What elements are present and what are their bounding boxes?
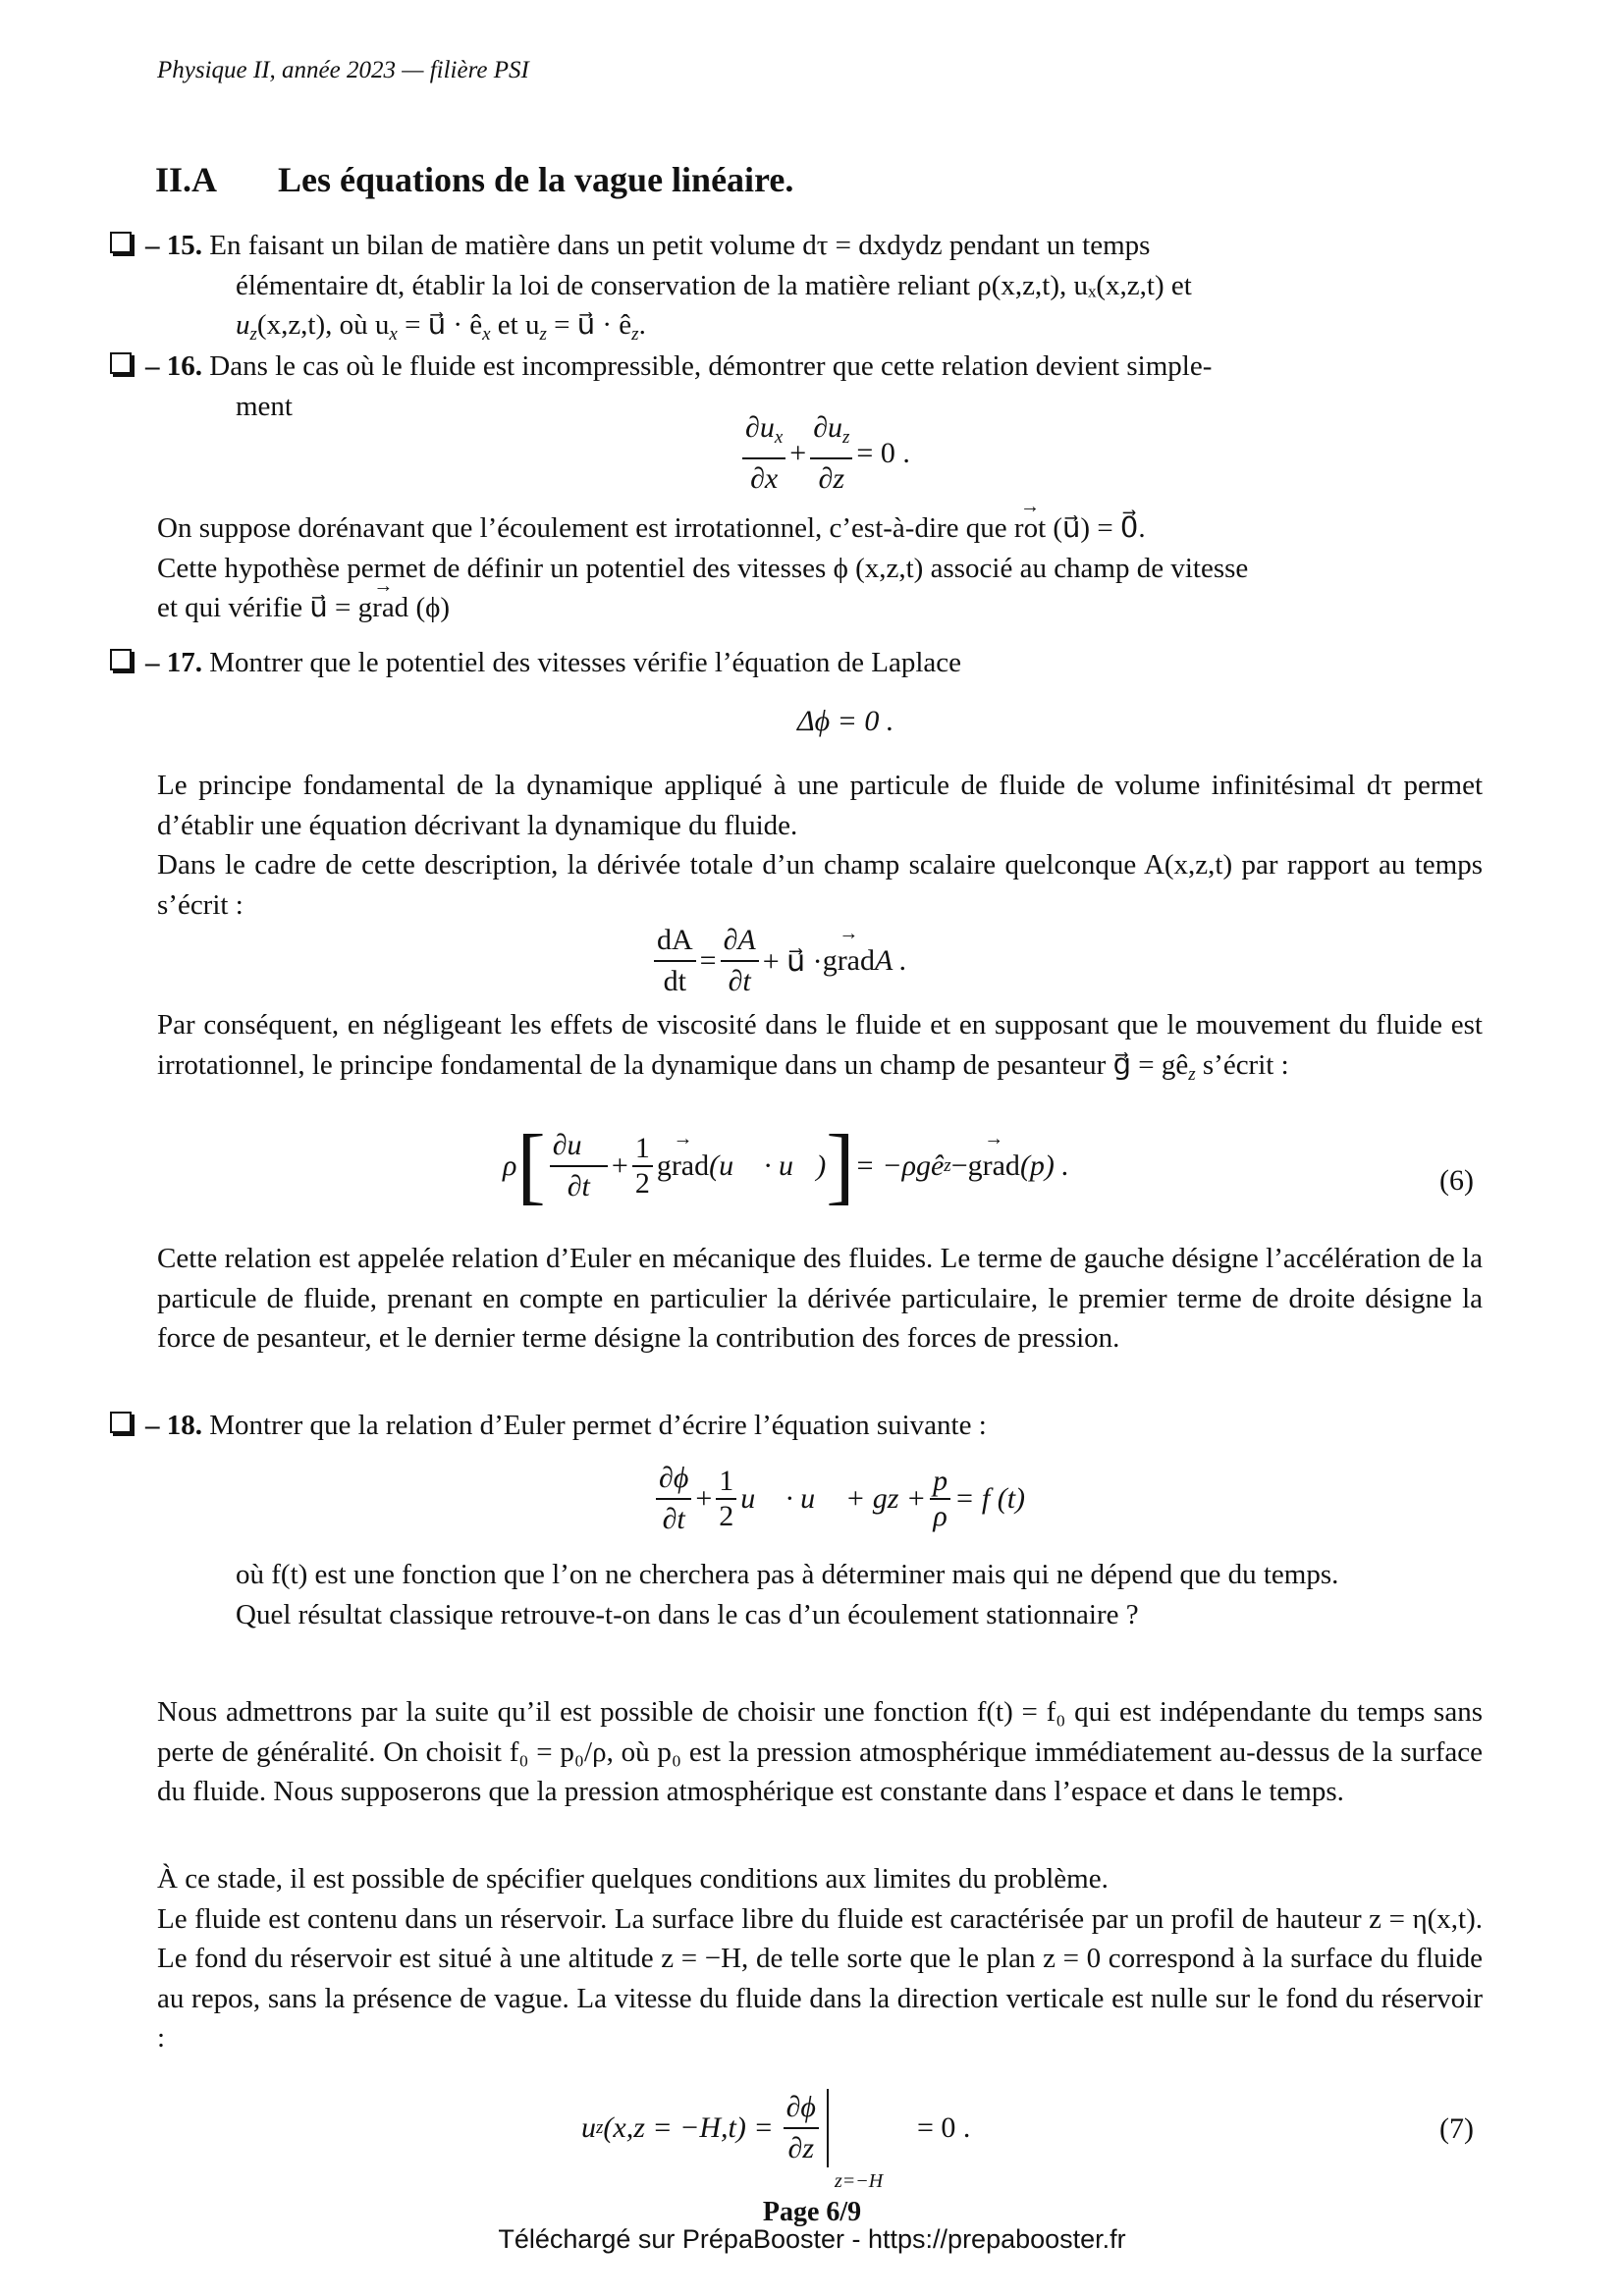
evaluation-bar: z=−H xyxy=(827,2089,829,2167)
download-source[interactable]: Téléchargé sur PrépaBooster - https://prepabooster.fr xyxy=(498,2224,1126,2254)
fraction: $\frac{dA}{dt}$ xyxy=(654,923,696,999)
section-title xyxy=(155,159,793,200)
fraction: $\frac{\partial u_x}{\partial x}$ xyxy=(742,410,785,497)
equation-bottom-condition: u z (x,z = −H,t) = $\frac{\partial\phi}{\partial z}$ z=−H = 0 . xyxy=(581,2091,971,2192)
question-text-cont: ment xyxy=(236,390,293,422)
question-text: Dans le cas où le fluide est incompressible, démontrer que cette relation devient simple- xyxy=(209,350,1213,382)
page-number: Page 6/9 xyxy=(762,2197,862,2227)
equation-total-derivative: $\frac{dA}{dt}$ = $\frac{\partial A}{\partial t}$ + u⃗ · → grad A . xyxy=(650,923,907,999)
paragraph-boundary: À ce stade, il est possible de spécifier quelques conditions aux limites du problème. Le fluide est contenu dans un réservoir. La surface libre du fluide est caractérisée par un profil de hauteur z = η(x,t). Le fond du réservoir est situé à une altitude z = −H, de telle sorte que le plan z = 0 correspond à la surface du fluide au repos, sans la présence de vague. La vitesse du fluide dans la direction verticale est nulle sur le fond du réservoir : xyxy=(157,1863,1483,2054)
paragraph-pfd: Le principe fondamental de la dynamique appliqué à une particule de fluide de volume infinitésimal dτ permet d’établir une équation décrivant la dynamique du fluide. Dans le cadre de cette description, la dérivée totale d’un champ scalaire quelconque A(x,z,t) par rapport au temps s’écrit : xyxy=(157,770,1483,921)
fraction: $\frac{\partial u⃗}{\partial t}$ xyxy=(550,1128,608,1204)
checkbox-icon[interactable] xyxy=(110,1412,132,1433)
paragraph-irrotational: On suppose dorénavant que l’écoulement est irrotationnel, c’est-à-dire que → rot (u⃗) = 0⃗. Cette hypothèse permet de définir un potentiel des vitesses ϕ (x,z,t) associé au champ de vitesse et qui vérifie u⃗ = → grad (ϕ) xyxy=(157,508,1483,628)
question-text: Montrer que le potentiel des vitesses vérifie l’équation de Laplace xyxy=(209,647,962,678)
question-text-cont: élémentaire dt, établir la loi de conservation de la matière reliant ρ(x,z,t), uₓ(x,z,t) et xyxy=(236,269,1192,301)
question-18 xyxy=(110,1406,1483,1446)
question-label: – 17. xyxy=(145,647,202,678)
fraction: $\frac{\partial\phi}{\partial z}$ xyxy=(784,2090,819,2166)
question-label: – 15. xyxy=(145,230,202,261)
equation-incompressible: $\frac{\partial u_x}{\partial x}$ + $\frac{\partial u_z}{\partial z}$ = 0 . xyxy=(738,410,910,497)
question-text: Montrer que la relation d’Euler permet d’écrire l’équation suivante : xyxy=(209,1410,987,1441)
fraction: $\frac{\partial A}{\partial t}$ xyxy=(721,923,759,999)
question-label: – 18. xyxy=(145,1410,202,1441)
running-head: Physique II, année 2023 — filière PSI xyxy=(157,57,529,83)
fraction: $\frac{p}{\rho}$ xyxy=(930,1467,950,1531)
paragraph-admit: Nous admettrons par la suite qu’il est possible de choisir une fonction f(t) = f₀ qui est indépendante du temps sans perte de généralité. On choisit f₀ = p₀/ρ, où p₀ est la pression atmosphérique immédiatement au-dessus de la surface du fluide. Nous supposerons que la pression atmosphérique est constante dans l’espace et dans le temps. xyxy=(157,1696,1483,1807)
question-text: En faisant un bilan de matière dans un petit volume dτ = dxdydz pendant un temps xyxy=(209,230,1151,261)
fraction: $\frac{1}{2}$ xyxy=(716,1467,736,1531)
fraction: $\frac{1}{2}$ xyxy=(632,1134,653,1199)
equation-number-6: (6) xyxy=(1439,1164,1474,1197)
equation-laplace: Δϕ = 0 . xyxy=(797,705,894,737)
fraction: $\frac{\partial u_z}{\partial z}$ xyxy=(810,410,852,497)
equation-bernoulli: $\frac{\partial\phi}{\partial t}$ + $\frac{1}{2}$ u⃗ · u⃗ + gz + $\frac{p}{\rho}$ = f (t) xyxy=(652,1461,1025,1537)
question-text-cont2: $u_z(x,z,t)$, où $u_x$ = u⃗ · $ê_x$ et $u_z$ = u⃗ · $ê_z$. xyxy=(236,309,646,345)
section-number: II.A xyxy=(155,160,218,199)
question-label: – 16. xyxy=(145,350,202,382)
section-title-text: Les équations de la vague linéaire. xyxy=(278,160,794,199)
checkbox-icon[interactable] xyxy=(110,649,132,670)
equation-number-7: (7) xyxy=(1439,2112,1474,2145)
paragraph-euler: Cette relation est appelée relation d’Euler en mécanique des fluides. Le terme de gauche désigne l’accélération de la particule de fluide, prenant en compte en particulier la dérivée particulaire, le premier terme de droite désigne la force de pesanteur, et le dernier terme désigne la contribution des forces de pression. xyxy=(157,1243,1483,1354)
question-15 xyxy=(110,226,1483,355)
checkbox-icon[interactable] xyxy=(110,352,132,374)
paragraph-consequence: Par conséquent, en négligeant les effets de viscosité dans le fluide et en supposant que le mouvement du fluide est irrotationnel, le principe fondamental de la dynamique dans un champ de pesanteur g⃗ = $gê_z$ s’écrit : xyxy=(157,1009,1483,1085)
fraction: $\frac{\partial\phi}{\partial t}$ xyxy=(656,1461,691,1537)
checkbox-icon[interactable] xyxy=(110,232,132,253)
equation-euler: ρ [ $\frac{\partial u⃗}{\partial t}$ + $\frac{1}{2}$ → grad (u⃗ · u⃗) ] = −ρgê z − → grad (p) . xyxy=(503,1127,1069,1205)
question-17 xyxy=(110,643,1483,683)
question-18-followup: où f(t) est une fonction que l’on ne cherchera pas à déterminer mais qui ne dépend que du temps. Quel résultat classique retrouve-t-on dans le cas d’un écoulement stationnaire ? xyxy=(236,1559,1339,1630)
